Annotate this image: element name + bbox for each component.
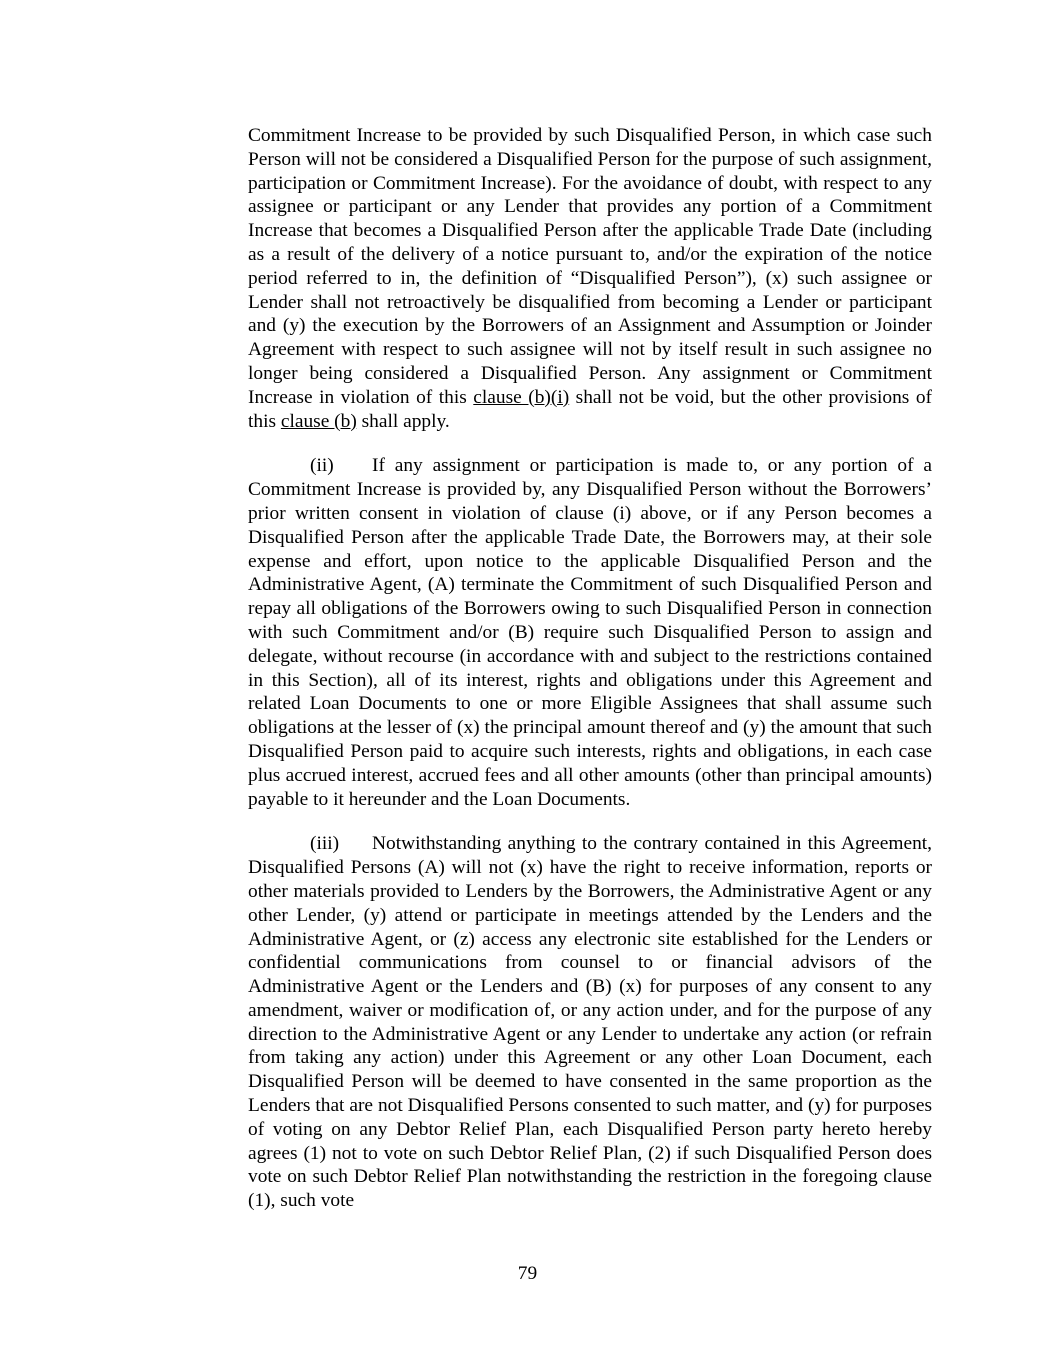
- document-page-body: [248, 124, 932, 1213]
- paragraph-text: shall not be void, but the other provisions of this: [248, 386, 932, 432]
- page-number: 79: [517, 1263, 538, 1284]
- paragraph-text: If any assignment or participation is made to, or any portion of a Commitment Increase is provided by, any Disqualified Person without the Borrowers’ prior written consent in violation of clause (i) above, or if any Person becomes a Disqualified Person after the applicable Trade Date, the Borrowers may, at their sole expense and effort, upon notice to the applicable Disqualified Person and the Administrative Agent, (A) terminate the Commitment of such Disqualified Person and repay all obligations of the Borrowers owing to such Disqualified Person in connection with such Commitment and/or (B) require such Disqualified Person to assign and delegate, without recourse (in accordance with and subject to the restrictions contained in this Section), all of its interest, rights and obligations under this Agreement and related Loan Documents to one or more Eligible Assignees that shall assume such obligations at the lesser of (x) the principal amount thereof and (y) the amount that such Disqualified Person paid to acquire such interests, rights and obligations, in each case plus accrued interest, accrued fees and all other amounts (other than principal amounts) payable to it hereunder and the Loan Documents.: [248, 455, 932, 810]
- paragraph-iii: [248, 832, 932, 1213]
- paragraph-number: (iii): [310, 833, 340, 855]
- paragraph-number: (ii): [310, 455, 334, 477]
- paragraph-text: shall apply.: [356, 410, 450, 432]
- paragraph-text: Notwithstanding anything to the contrary contained in this Agreement, Disqualified Persons (A) will not (x) have the right to receive information, reports or other materials provided to Lenders by the Borrowers, the Administrative Agent or any other Lender, (y) attend or participate in meetings attended by the Lenders and the Administrative Agent, or (z) access any electronic site established for the Lenders or confidential communications from counsel to or financial advisors of the Administrative Agent or the Lenders and (B) (x) for purposes of any consent to any amendment, waiver or modification of, or any action under, and for the purpose of any direction to the Administrative Agent or any Lender to undertake any action (or refrain from taking any action) under this Agreement or any other Loan Document, each Disqualified Person will be deemed to have consented in the same proportion as the Lenders that are not Disqualified Persons consented to such matter, and (y) for purposes of voting on any Debtor Relief Plan, each Disqualified Person party hereto hereby agrees (1) not to vote on such Debtor Relief Plan, (2) if such Disqualified Person does vote on such Debtor Relief Plan notwithstanding the restriction in the foregoing clause (1), such vote: [248, 833, 932, 1212]
- paragraph-ii: [248, 454, 932, 811]
- clause-reference: clause (b): [280, 410, 357, 432]
- paragraph-continuation: [248, 124, 932, 433]
- clause-reference: clause (b)(i): [473, 386, 570, 408]
- paragraph-text: Commitment Increase to be provided by such Disqualified Person, in which case such Person will not be considered a Disqualified Person for the purpose of such assignment, participation or Commitment Increase). For the avoidance of doubt, with respect to any assignee or participant or any Lender that provides any portion of a Commitment Increase that becomes a Disqualified Person after the applicable Trade Date (including as a result of the delivery of a notice pursuant to, and/or the expiration of the notice period referred to in, the definition of “Disqualified Person”), (x) such assignee or Lender shall not retroactively be disqualified from becoming a Lender or participant and (y) the execution by the Borrowers of an Assignment and Assumption or Joinder Agreement with respect to such assignee will not by itself result in such assignee no longer being considered a Disqualified Person. Any assignment or Commitment Increase in violation of this: [248, 125, 932, 408]
